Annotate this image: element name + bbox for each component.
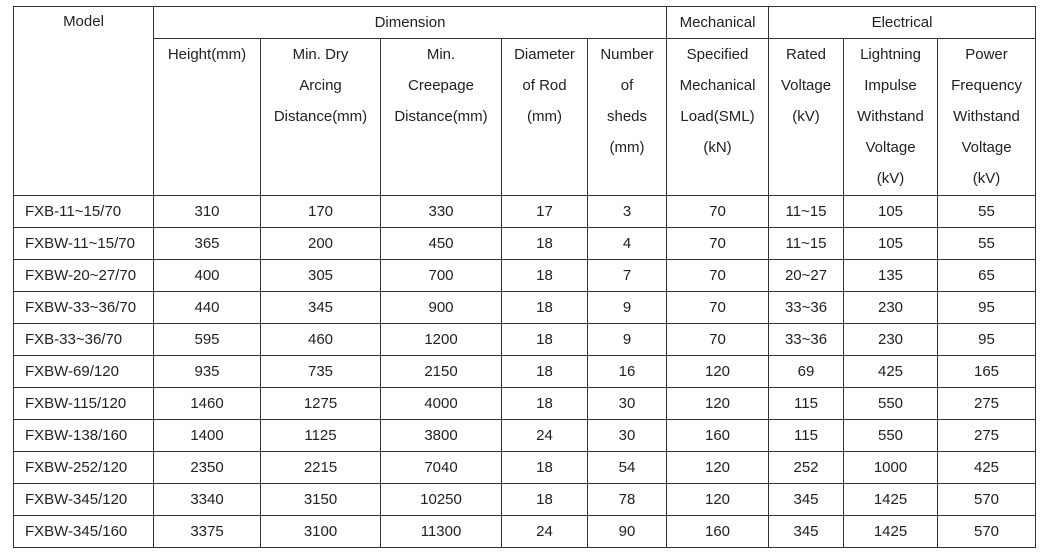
- rated-voltage-cell: 345: [769, 516, 844, 548]
- lightning-impulse-cell: 1425: [844, 484, 938, 516]
- height-cell: 365: [154, 228, 261, 260]
- rated-voltage-cell: 115: [769, 388, 844, 420]
- header-line: Rated: [786, 46, 827, 63]
- sml-cell: 160: [667, 516, 769, 548]
- rated-voltage-cell: 11~15: [769, 196, 844, 228]
- lightning-impulse-cell: 550: [844, 420, 938, 452]
- electrical-header: Electrical: [769, 7, 1036, 39]
- height-header-text: Height(mm): [167, 46, 247, 63]
- lightning-impulse-cell: 105: [844, 196, 938, 228]
- creepage-cell: 1200: [381, 324, 502, 356]
- rated-voltage-cell: 33~36: [769, 324, 844, 356]
- header-line: (kN): [703, 139, 732, 156]
- power-frequency-cell: 570: [938, 484, 1036, 516]
- creepage-cell: 7040: [381, 452, 502, 484]
- dimension-header: Dimension: [154, 7, 667, 39]
- table-row: [14, 388, 1036, 420]
- header-line: (kV): [876, 170, 905, 187]
- sheds-cell: 7: [588, 260, 667, 292]
- rod-diameter-cell: 18: [502, 452, 588, 484]
- creepage-cell: 450: [381, 228, 502, 260]
- height-cell: 1400: [154, 420, 261, 452]
- lightning-impulse-cell: 1000: [844, 452, 938, 484]
- sml-cell: 120: [667, 388, 769, 420]
- header-line: (kV): [792, 108, 820, 125]
- power-frequency-cell: 55: [938, 228, 1036, 260]
- rated-voltage-cell: 69: [769, 356, 844, 388]
- sheds-cell: 9: [588, 324, 667, 356]
- model-cell: FXBW-69/120: [14, 356, 154, 388]
- dry-arcing-cell: 345: [261, 292, 381, 324]
- power-frequency-cell: 275: [938, 420, 1036, 452]
- header-line: Withstand: [857, 108, 924, 125]
- header-line: Power: [965, 46, 1008, 63]
- sml-cell: 70: [667, 228, 769, 260]
- height-cell: 400: [154, 260, 261, 292]
- model-cell: FXBW-11~15/70: [14, 228, 154, 260]
- sheds-header: [588, 39, 667, 196]
- creepage-cell: 10250: [381, 484, 502, 516]
- power-frequency-cell: 95: [938, 324, 1036, 356]
- creepage-cell: 700: [381, 260, 502, 292]
- header-line: (kV): [972, 170, 1001, 187]
- model-cell: FXBW-345/160: [14, 516, 154, 548]
- power-frequency-cell: 55: [938, 196, 1036, 228]
- header-line: Voltage: [961, 139, 1012, 156]
- sheds-cell: 30: [588, 420, 667, 452]
- model-cell: FXBW-33~36/70: [14, 292, 154, 324]
- model-cell: FXBW-115/120: [14, 388, 154, 420]
- header-line: (mm): [609, 139, 645, 156]
- creepage-cell: 330: [381, 196, 502, 228]
- rod-diameter-cell: 18: [502, 228, 588, 260]
- table-row: [14, 420, 1036, 452]
- lightning-impulse-cell: 425: [844, 356, 938, 388]
- height-header: [154, 39, 261, 196]
- header-line: Frequency: [951, 77, 1022, 94]
- sheds-cell: 78: [588, 484, 667, 516]
- dry-arcing-cell: 735: [261, 356, 381, 388]
- sheds-cell: 16: [588, 356, 667, 388]
- rod-diameter-cell: 18: [502, 356, 588, 388]
- power-frequency-cell: 425: [938, 452, 1036, 484]
- creepage-cell: 2150: [381, 356, 502, 388]
- sml-cell: 160: [667, 420, 769, 452]
- header-line: Voltage: [780, 77, 832, 94]
- sml-cell: 120: [667, 452, 769, 484]
- rod-diameter-cell: 24: [502, 420, 588, 452]
- header-line: Distance(mm): [394, 108, 488, 125]
- header-line: Withstand: [953, 108, 1020, 125]
- lightning-impulse-cell: 135: [844, 260, 938, 292]
- power-frequency-cell: 275: [938, 388, 1036, 420]
- dry-arcing-cell: 200: [261, 228, 381, 260]
- power-frequency-cell: 165: [938, 356, 1036, 388]
- model-cell: FXB-11~15/70: [14, 196, 154, 228]
- sml-cell: 70: [667, 260, 769, 292]
- height-cell: 935: [154, 356, 261, 388]
- dry-arcing-cell: 1275: [261, 388, 381, 420]
- header-line: Mechanical: [679, 77, 756, 94]
- sheds-cell: 3: [588, 196, 667, 228]
- table-row: [14, 196, 1036, 228]
- header-line: Voltage: [865, 139, 916, 156]
- rated-voltage-cell: 33~36: [769, 292, 844, 324]
- header-line: Impulse: [864, 77, 917, 94]
- power-frequency-cell: 570: [938, 516, 1036, 548]
- dry-arcing-cell: 305: [261, 260, 381, 292]
- lightning-impulse-cell: 1425: [844, 516, 938, 548]
- header-line: Diameter: [514, 46, 575, 63]
- power-frequency-cell: 65: [938, 260, 1036, 292]
- model-cell: FXBW-20~27/70: [14, 260, 154, 292]
- rated-voltage-cell: 20~27: [769, 260, 844, 292]
- lightning-impulse-cell: 230: [844, 324, 938, 356]
- creepage-cell: 900: [381, 292, 502, 324]
- table-row: [14, 292, 1036, 324]
- rod-diameter-cell: 18: [502, 388, 588, 420]
- sheds-cell: 9: [588, 292, 667, 324]
- table-row: [14, 452, 1036, 484]
- height-cell: 1460: [154, 388, 261, 420]
- table-row: [14, 484, 1036, 516]
- lightning-impulse-cell: 105: [844, 228, 938, 260]
- table-row: [14, 356, 1036, 388]
- rod-diameter-cell: 18: [502, 324, 588, 356]
- height-cell: 310: [154, 196, 261, 228]
- sml-cell: 120: [667, 484, 769, 516]
- dry-arcing-cell: 3100: [261, 516, 381, 548]
- dry-arcing-cell: 460: [261, 324, 381, 356]
- model-cell: FXBW-138/160: [14, 420, 154, 452]
- table-row: [14, 516, 1036, 548]
- creepage-cell: 11300: [381, 516, 502, 548]
- table-row: [14, 228, 1036, 260]
- sml-cell: 70: [667, 292, 769, 324]
- height-cell: 3340: [154, 484, 261, 516]
- sheds-cell: 4: [588, 228, 667, 260]
- header-line: Load(SML): [680, 108, 755, 125]
- height-cell: 440: [154, 292, 261, 324]
- insulator-spec-table: [13, 6, 1036, 548]
- header-line: Arcing: [299, 77, 342, 94]
- height-cell: 595: [154, 324, 261, 356]
- model-cell: FXB-33~36/70: [14, 324, 154, 356]
- model-cell: FXBW-252/120: [14, 452, 154, 484]
- header-line: of: [620, 77, 634, 94]
- rated-voltage-header: [769, 39, 844, 196]
- rod-diameter-cell: 18: [502, 260, 588, 292]
- lightning-impulse-cell: 550: [844, 388, 938, 420]
- header-line: (mm): [527, 108, 562, 125]
- sml-header: [667, 39, 769, 196]
- header-line: Min.: [426, 46, 456, 63]
- table-body: [14, 196, 1036, 548]
- dry-arcing-cell: 3150: [261, 484, 381, 516]
- height-cell: 2350: [154, 452, 261, 484]
- lightning-impulse-cell: 230: [844, 292, 938, 324]
- creepage-header: [381, 39, 502, 196]
- sml-cell: 70: [667, 324, 769, 356]
- header-line: of Rod: [522, 77, 567, 94]
- rod-diameter-header: [502, 39, 588, 196]
- dry-arcing-cell: 1125: [261, 420, 381, 452]
- table-row: [14, 324, 1036, 356]
- creepage-cell: 3800: [381, 420, 502, 452]
- header-line: Creepage: [408, 77, 474, 94]
- rated-voltage-cell: 115: [769, 420, 844, 452]
- power-frequency-cell: 95: [938, 292, 1036, 324]
- header-line: Number: [600, 46, 654, 63]
- rated-voltage-cell: 252: [769, 452, 844, 484]
- sheds-cell: 90: [588, 516, 667, 548]
- power-frequency-header: [938, 39, 1036, 196]
- rod-diameter-cell: 17: [502, 196, 588, 228]
- model-cell: FXBW-345/120: [14, 484, 154, 516]
- creepage-cell: 4000: [381, 388, 502, 420]
- rated-voltage-cell: 345: [769, 484, 844, 516]
- mechanical-header: Mechanical: [667, 7, 769, 39]
- sml-cell: 120: [667, 356, 769, 388]
- sml-cell: 70: [667, 196, 769, 228]
- rod-diameter-cell: 24: [502, 516, 588, 548]
- dry-arcing-header: [261, 39, 381, 196]
- sheds-cell: 54: [588, 452, 667, 484]
- header-line: sheds: [606, 108, 648, 125]
- rod-diameter-cell: 18: [502, 484, 588, 516]
- height-cell: 3375: [154, 516, 261, 548]
- rod-diameter-cell: 18: [502, 292, 588, 324]
- header-line: Distance(mm): [273, 108, 368, 125]
- header-line: Lightning: [860, 46, 921, 63]
- header-line: Specified: [686, 46, 749, 63]
- header-line: Min. Dry: [292, 46, 349, 63]
- rated-voltage-cell: 11~15: [769, 228, 844, 260]
- dry-arcing-cell: 170: [261, 196, 381, 228]
- lightning-impulse-header: [844, 39, 938, 196]
- model-header: Model: [14, 7, 154, 196]
- sheds-cell: 30: [588, 388, 667, 420]
- dry-arcing-cell: 2215: [261, 452, 381, 484]
- table-row: [14, 260, 1036, 292]
